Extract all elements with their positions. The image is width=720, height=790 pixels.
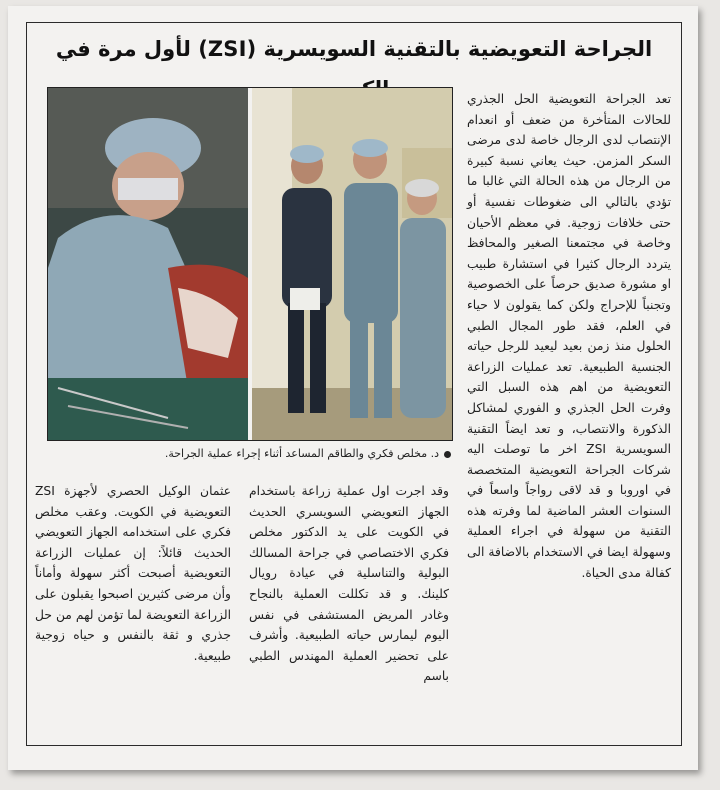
article-column-middle bbox=[249, 481, 449, 687]
surgeon-illustration bbox=[48, 88, 248, 440]
surgery-photo bbox=[48, 88, 248, 440]
article-photos bbox=[47, 87, 453, 441]
team-photo bbox=[252, 88, 452, 440]
article-headline: الجراحة التعويضية بالتقنية السويسرية (ZSI) لأول مرة في bbox=[55, 37, 653, 61]
article-paragraph: وقد اجرت اول عملية زراعة باستخدام الجهاز التعويضي السويسري الحديث في الكويت على يد الدكتور مخلص فكري الاختصاصي في جراحة المسالك البولية والتناسلية في عيادة رويال كلينك. و قد تكللت العملية بالنجاح وغادر المريض المستشفى في نفس اليوم ليمارس حياته الطبيعية. وأشرف على تحضير العملية المهندس الطبي باسم bbox=[249, 484, 449, 684]
photo-caption bbox=[53, 447, 451, 460]
article-column-left bbox=[35, 481, 231, 666]
caption-bullet-icon bbox=[444, 451, 451, 458]
article-column-right bbox=[467, 89, 671, 583]
article-paragraph: تعد الجراحة التعويضية الحل الجذري للحالات المتأخرة من ضعف أو انعدام الإنتصاب لدى الرجال خاصة لدى مرضى السكر المزمن. حيث يعاني نسبة كبيرة من الرجال من هذه الحالة التي غالبا ما تؤدي بالتالي الى ضغوطات نفسية أو حتى خلافات زوجية. في معظم الأحيان وخاصة في مجتمعنا الصغير والمحافظ يتردد الرجال كثيرا في استشارة طبيب او مشورة صديق حرصاً على الخصوصية وتجنباً للإحراج ولكن كما يقولون لا حياء في العلم، فقد طور المجال الطبي الحلول منذ زمن بعيد ليعيد للرجل حياته الجنسية الطبيعية. تعد عمليات الزراعة التعويضية من اهم هذه السبل التي وفرت الحل الجذري و الفوري لمشاكل الذكورة والانتصاب، و تعد ايضاً التقنية السويسرية ZSI اخر ما توصلت اليه شركات الجراحة التعويضية المتخصصة في اوروبا و قد لاقى رواجاً واسعاً في السنوات العشر الماضية لما وفرته هذه التقنية من سهولة في اجراء العملية وسهولة ايضا في الاستخدام بالاضافة الى كفالة مدى الحياة. bbox=[467, 92, 671, 580]
newspaper-clipping bbox=[8, 6, 698, 770]
article-frame bbox=[26, 22, 682, 746]
article-paragraph: عثمان الوكيل الحصري لأجهزة ZSI التعويضية في الكويت. وعقب مخلص فكري على استخدامه الجهاز التعويضي الحديث قائلاً: إن عمليات الزراعة التعويضية أصبحت أكثر سهولة وأماناً وأن مرضى كثيرين اصبحوا يقبلون على الزراعة التعويضة لما تؤمن لهم من حل جذري و ثقة بالنفس و حياه زوجية طبيعية. bbox=[35, 484, 231, 663]
photo-caption-text: د. مخلص فكري والطاقم المساعد أثناء إجراء عملية الجراحة. bbox=[164, 447, 439, 460]
team-illustration bbox=[252, 88, 452, 440]
